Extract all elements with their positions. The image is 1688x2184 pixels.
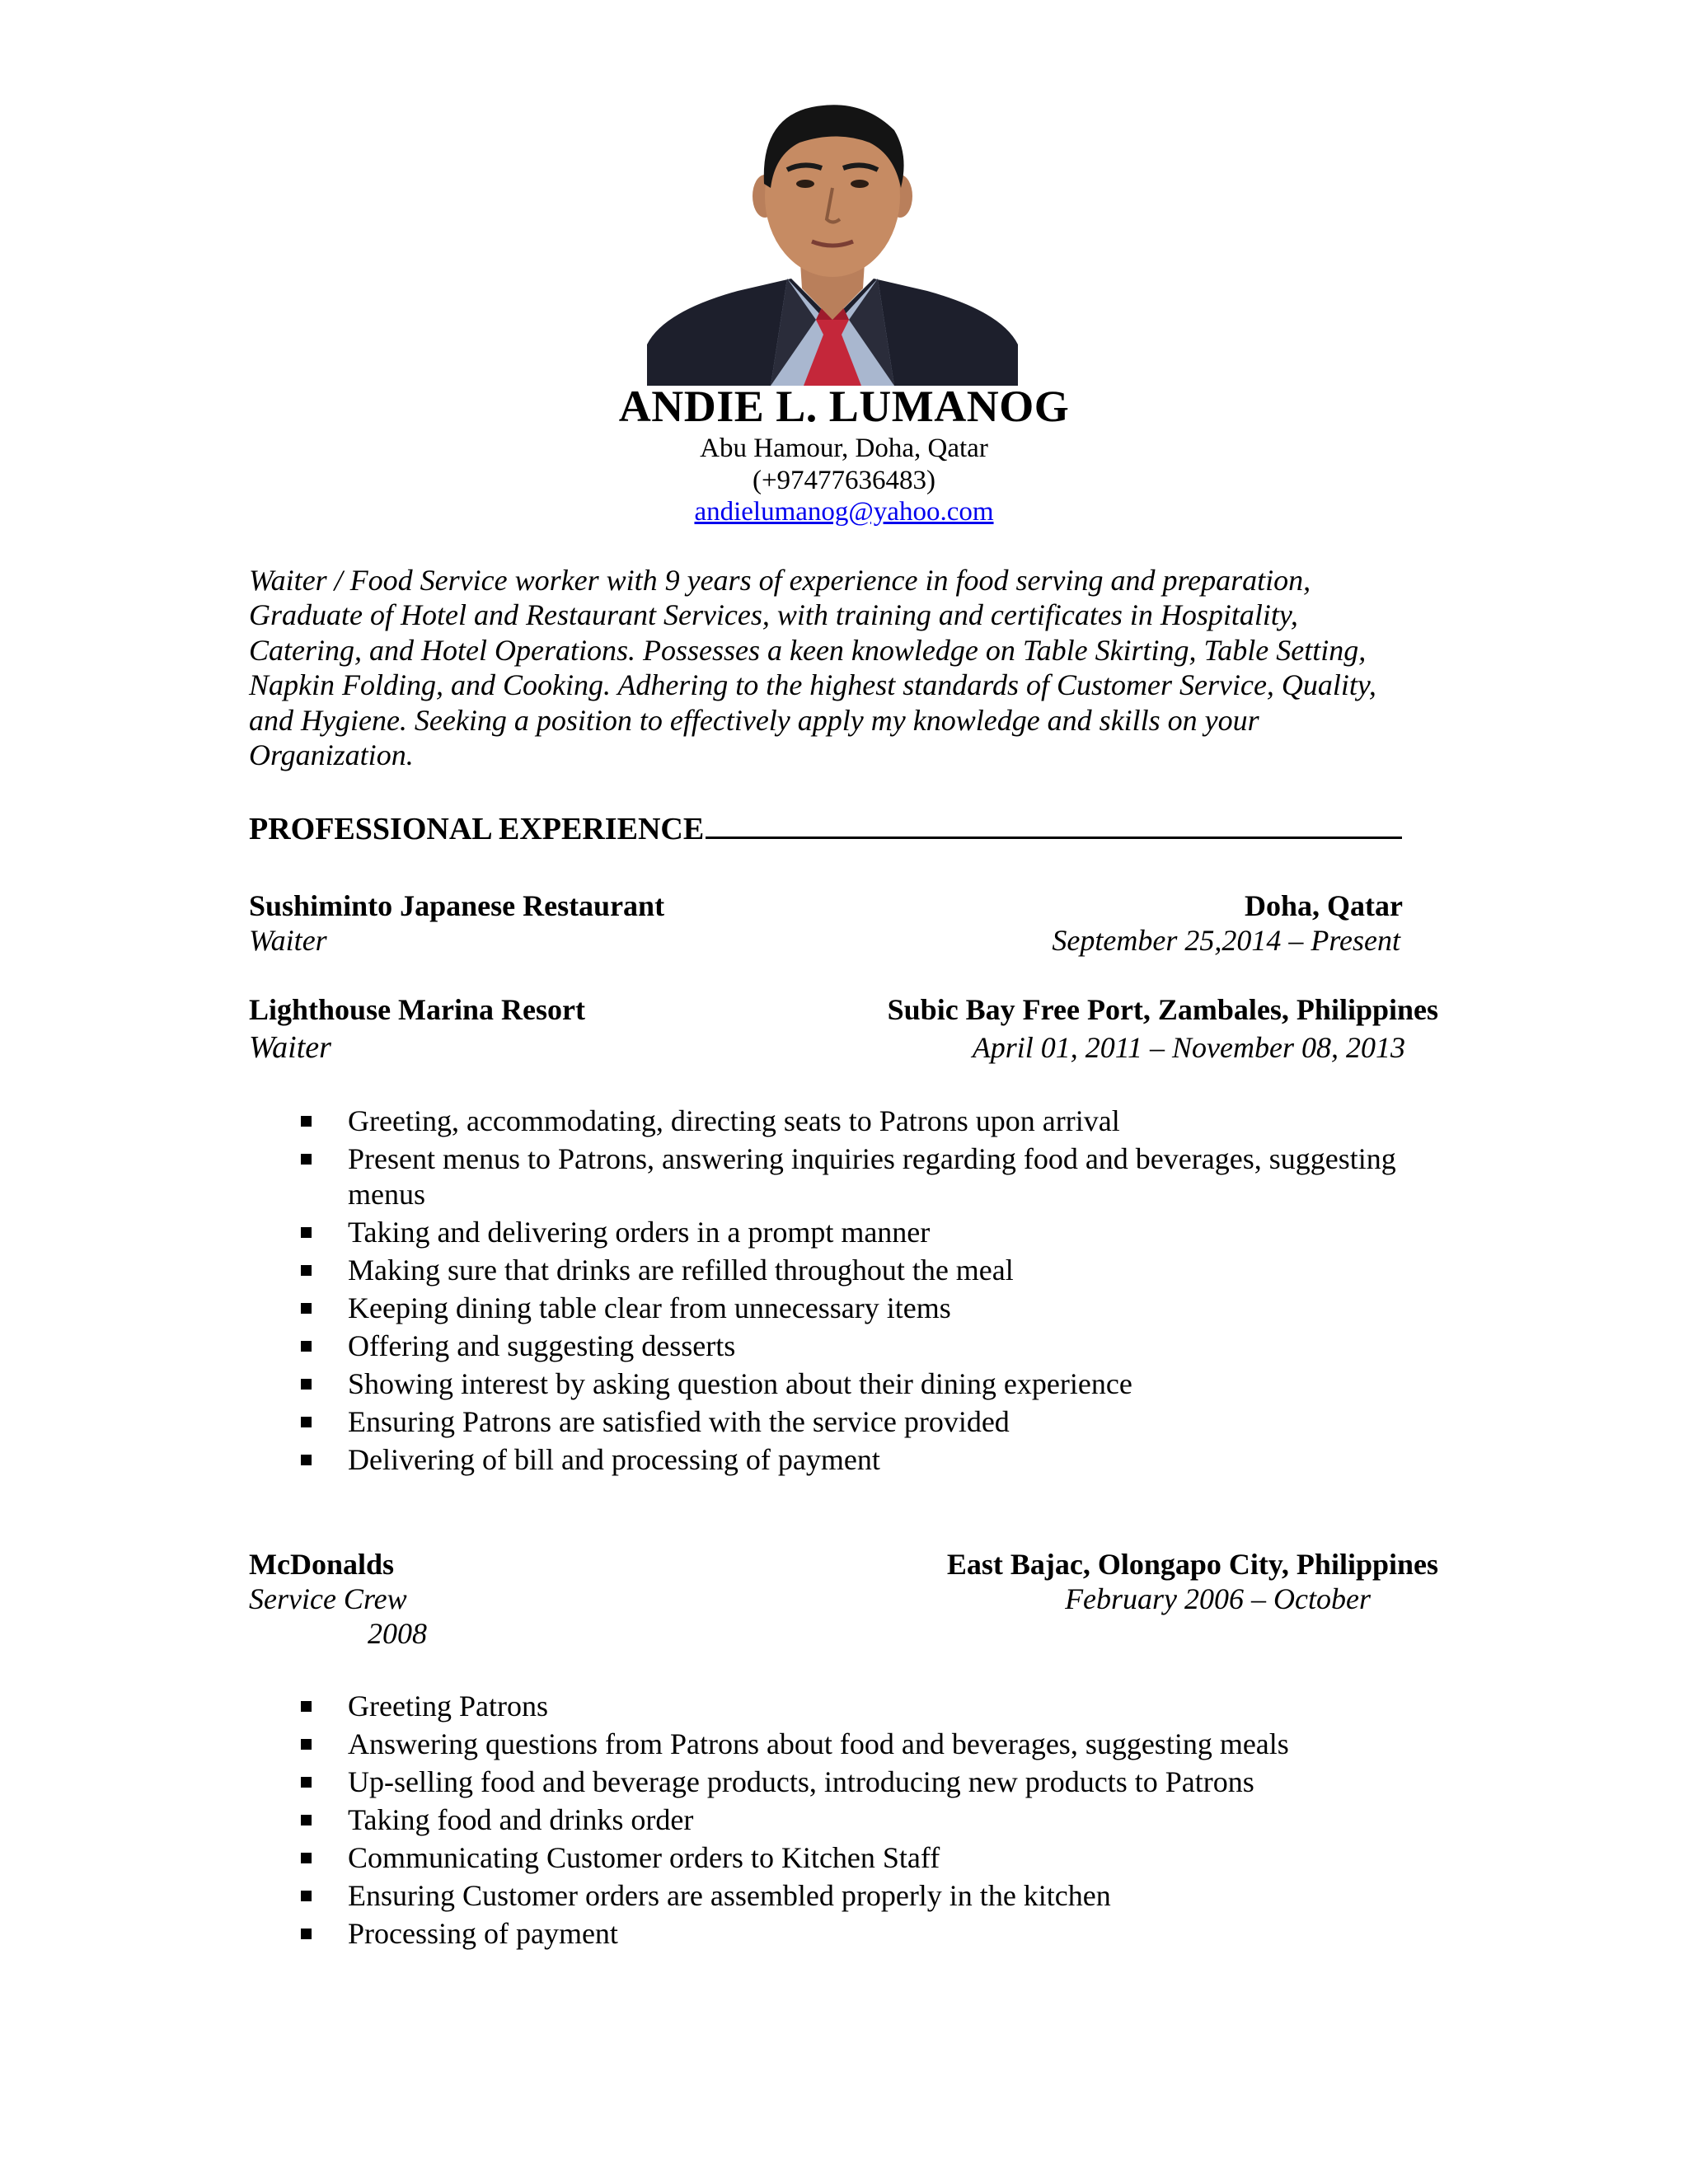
list-item: Answering questions from Patrons about food and beverages, suggesting meals — [348, 1727, 1289, 1760]
summary-line: Graduate of Hotel and Restaurant Services, with training and certificates in Hospitality, — [249, 598, 1298, 632]
bullet-icon — [301, 1929, 312, 1939]
summary-line: Organization. — [249, 738, 414, 772]
list-item: Greeting, accommodating, directing seats to Patrons upon arrival — [348, 1104, 1120, 1137]
bullet-icon — [301, 1701, 312, 1712]
job-title: Waiter — [249, 1030, 331, 1065]
bullet-icon — [301, 1227, 312, 1238]
list-item: Up-selling food and beverage products, introducing new products to Patrons — [348, 1765, 1254, 1798]
bullet-icon — [301, 1265, 312, 1276]
bullet-icon — [301, 1303, 312, 1314]
summary-line: Napkin Folding, and Cooking. Adhering to the highest standards of Customer Service, Quality, — [249, 668, 1376, 702]
email-link[interactable]: andielumanog@yahoo.com — [694, 497, 994, 527]
list-item: Offering and suggesting desserts — [348, 1329, 736, 1362]
summary-line: Catering, and Hotel Operations. Possesses a keen knowledge on Table Skirting, Table Setting, — [249, 633, 1367, 667]
list-item: Processing of payment — [348, 1917, 618, 1950]
list-item-continued: menus — [348, 1178, 425, 1211]
phone: (+97477636483) — [752, 466, 936, 495]
job-location: East Bajac, Olongapo City, Philippines — [946, 1548, 1438, 1581]
job-dates-continued: 2008 — [368, 1617, 427, 1650]
job-title: Waiter — [249, 924, 327, 957]
list-item: Showing interest by asking question about their dining experience — [348, 1367, 1132, 1400]
bullet-icon — [301, 1379, 312, 1390]
job-company: McDonalds — [249, 1548, 395, 1581]
list-item: Taking food and drinks order — [348, 1803, 694, 1836]
section-title: PROFESSIONAL EXPERIENCE — [249, 812, 705, 846]
bullet-icon — [301, 1739, 312, 1750]
job-dates: February 2006 – October — [1065, 1582, 1371, 1615]
job-dates: September 25,2014 – Present — [1052, 924, 1400, 957]
job-location: Subic Bay Free Port, Zambales, Philippines — [887, 993, 1438, 1026]
list-item: Ensuring Patrons are satisfied with the service provided — [348, 1405, 1010, 1438]
list-item: Taking and delivering orders in a prompt manner — [348, 1216, 931, 1249]
list-item: Greeting Patrons — [348, 1690, 548, 1722]
bullet-icon — [301, 1815, 312, 1825]
bullet-icon — [301, 1116, 312, 1127]
profile-photo — [647, 73, 1018, 386]
summary-line: and Hygiene. Seeking a position to effectively apply my knowledge and skills on your — [249, 703, 1259, 737]
list-item: Communicating Customer orders to Kitchen Staff — [348, 1841, 940, 1874]
list-item: Present menus to Patrons, answering inquiries regarding food and beverages, suggesting — [348, 1142, 1396, 1175]
bullet-icon — [301, 1455, 312, 1465]
summary-line: Waiter / Food Service worker with 9 years of experience in food serving and preparation, — [249, 564, 1311, 597]
bullet-icon — [301, 1154, 312, 1165]
professional-summary — [249, 563, 1452, 772]
section-rule — [706, 810, 1402, 839]
candidate-name: ANDIE L. LUMANOG — [618, 382, 1070, 431]
job-company: Lighthouse Marina Resort — [249, 993, 585, 1026]
bullet-icon — [301, 1891, 312, 1901]
job-title: Service Crew — [249, 1582, 407, 1615]
section-heading-experience — [249, 810, 1402, 847]
bullet-icon — [301, 1853, 312, 1863]
job-company: Sushiminto Japanese Restaurant — [249, 889, 665, 922]
bullet-icon — [301, 1341, 312, 1352]
list-item: Keeping dining table clear from unnecessary items — [348, 1291, 951, 1324]
job-dates: April 01, 2011 – November 08, 2013 — [972, 1031, 1405, 1064]
job-location: Doha, Qatar — [1245, 889, 1403, 922]
bullet-icon — [301, 1417, 312, 1427]
bullet-icon — [301, 1777, 312, 1788]
list-item: Ensuring Customer orders are assembled properly in the kitchen — [348, 1879, 1111, 1912]
address: Abu Hamour, Doha, Qatar — [700, 434, 988, 463]
list-item: Making sure that drinks are refilled throughout the meal — [348, 1254, 1014, 1286]
email-row — [0, 497, 1688, 527]
list-item: Delivering of bill and processing of payment — [348, 1443, 880, 1476]
